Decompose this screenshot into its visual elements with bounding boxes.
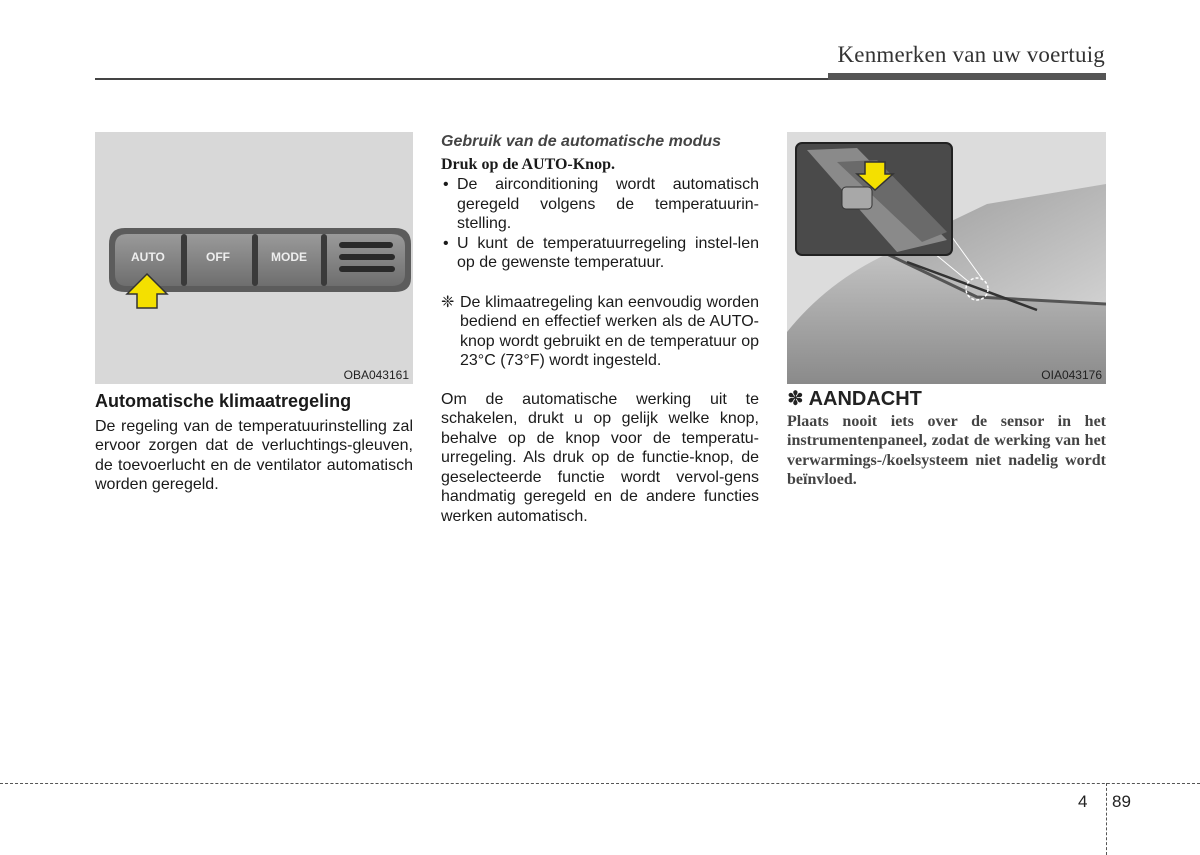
car-sensor-illustration	[787, 132, 1106, 384]
bullet-item: • U kunt de temperatuurregeling instel-len op de gewenste temperatuur.	[441, 234, 759, 273]
note	[441, 293, 759, 371]
warning-body: Plaats nooit iets over de sensor in het instrumentenpaneel, zodat de werking van het verwarmings-/koelsysteem niet nadelig wordt beïnvloed.	[787, 412, 1106, 488]
footer-rule	[0, 783, 1200, 784]
sensor-location-figure	[787, 132, 1106, 384]
right-column	[787, 390, 1106, 490]
header-bar	[828, 73, 1106, 80]
section-title: Automatische klimaatregeling	[95, 391, 352, 411]
section-body: De regeling van de temperatuurinstelling zal ervoor zorgen dat de verluchtings-gleuven, de toevoerlucht en de ventilator automatisch worden geregeld.	[95, 417, 413, 493]
button-label-off: OFF	[206, 250, 230, 264]
instruction: Druk op de AUTO-Knop.	[441, 155, 615, 173]
page-number: 89	[1112, 792, 1131, 811]
subsection-heading: Gebruik van de automatische modus	[441, 133, 722, 150]
warning-title: ✽ AANDACHT	[787, 388, 922, 410]
figure-code: OBA043161	[343, 368, 409, 382]
chapter-number: 4	[1078, 792, 1088, 811]
button-label-auto: AUTO	[131, 250, 165, 264]
climate-buttons-figure	[95, 132, 413, 384]
note-icon: ❈	[441, 293, 455, 311]
header-rule	[95, 78, 828, 80]
middle-column	[441, 132, 759, 526]
paragraph: Om de automatische werking uit te schakelen, drukt u op gelijk welke knop, behalve op de knop voor de temperatu-urregeling. Als druk op de functie-knop, de geselecteerde functie wordt vervol-gens handmatig geregeld en de andere functies werken automatisch.	[441, 390, 759, 525]
button-label-mode: MODE	[271, 250, 307, 264]
figure-code: OIA043176	[1041, 368, 1102, 382]
footer-divider	[1106, 783, 1107, 855]
bullet-item: • De airconditioning wordt automatisch geregeld volgens de temperatuurin-stelling.	[441, 175, 759, 234]
left-column	[95, 392, 413, 495]
running-header: Kenmerken van uw voertuig	[837, 42, 1105, 67]
note-text: De klimaatregeling kan eenvoudig worden bediend en effectief werken als de AUTO-knop wordt gebruikt en de temperatuur op 23°C (73°F) wordt ingesteld.	[460, 293, 759, 369]
